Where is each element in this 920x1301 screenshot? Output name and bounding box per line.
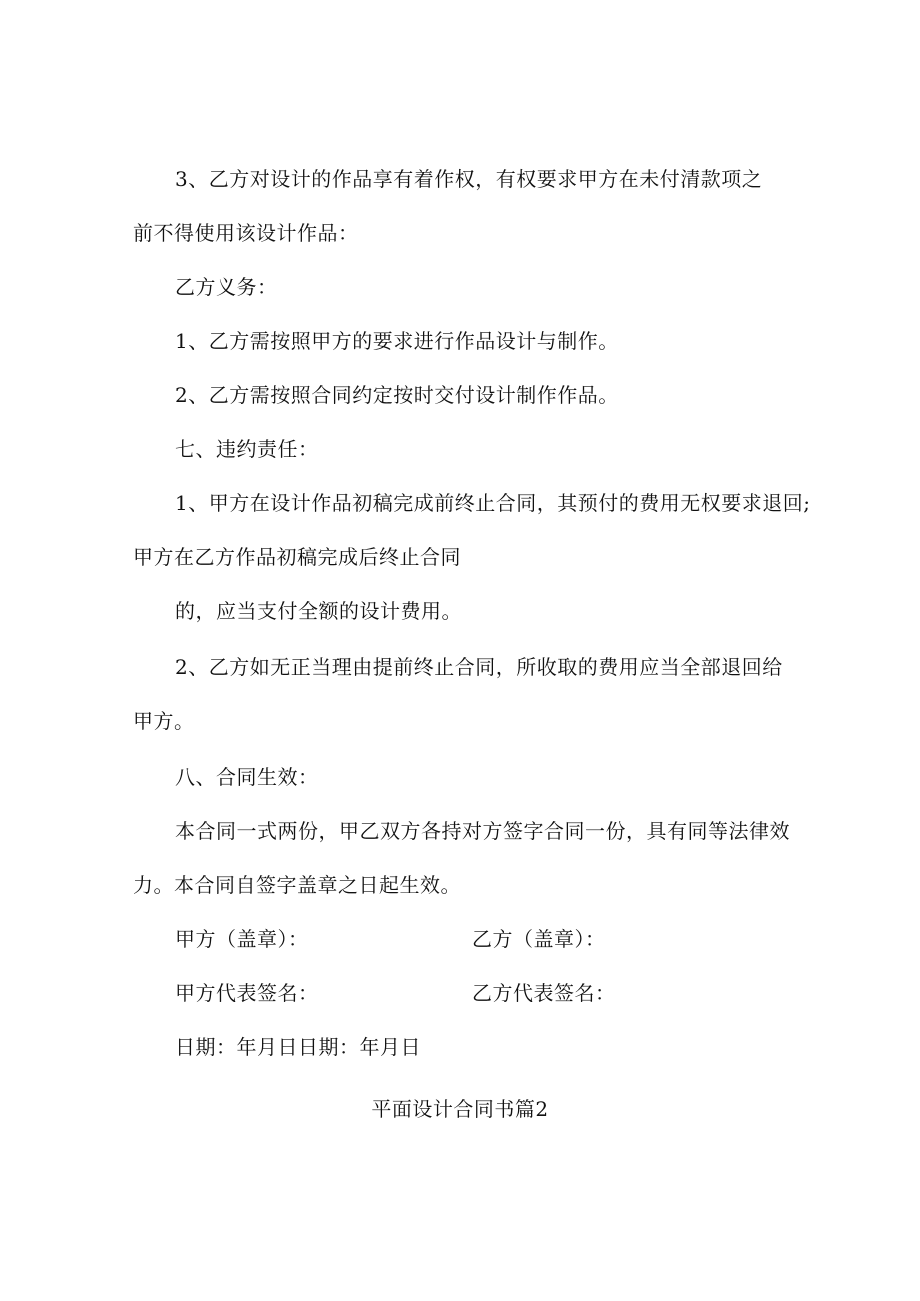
- breach-1-line3: 的，应当支付全额的设计费用。: [175, 599, 462, 623]
- effect-line1: 本合同一式两份，甲乙双方各持对方签字合同一份，具有同等法律效: [175, 819, 790, 843]
- clause-b3-line2: 前不得使用该设计作品：: [133, 221, 359, 245]
- party-b-seal-label: 乙方（盖章）：: [472, 927, 606, 951]
- breach-1-line1: 1、甲方在设计作品初稿完成前终止合同，其预付的费用无权要求退回;: [175, 491, 811, 515]
- breach-2-line2: 甲方。: [133, 709, 195, 733]
- breach-1-line2: 甲方在乙方作品初稿完成后终止合同: [133, 545, 461, 569]
- party-a-rep-label: 甲方代表签名：: [175, 981, 319, 1005]
- breach-2-line1: 2、乙方如无正当理由提前终止合同，所收取的费用应当全部退回给: [175, 655, 783, 679]
- date-line: 日期：年月日日期：年月日: [175, 1035, 421, 1059]
- clause-b3-line1: 3、乙方对设计的作品享有着作权，有权要求甲方在未付清款项之: [175, 167, 763, 191]
- section-8-heading: 八、合同生效：: [175, 765, 319, 789]
- section-7-heading: 七、违约责任：: [175, 437, 319, 461]
- party-b-duties-heading: 乙方义务：: [175, 275, 278, 299]
- party-b-rep-label: 乙方代表签名：: [472, 981, 616, 1005]
- duty-2: 2、乙方需按照合同约定按时交付设计制作作品。: [175, 383, 619, 407]
- effect-line2: 力。本合同自签字盖章之日起生效。: [133, 873, 461, 897]
- next-section-title: 平面设计合同书篇2: [371, 1097, 549, 1121]
- party-a-seal-label: 甲方（盖章）：: [175, 927, 309, 951]
- duty-1: 1、乙方需按照甲方的要求进行作品设计与制作。: [175, 329, 619, 353]
